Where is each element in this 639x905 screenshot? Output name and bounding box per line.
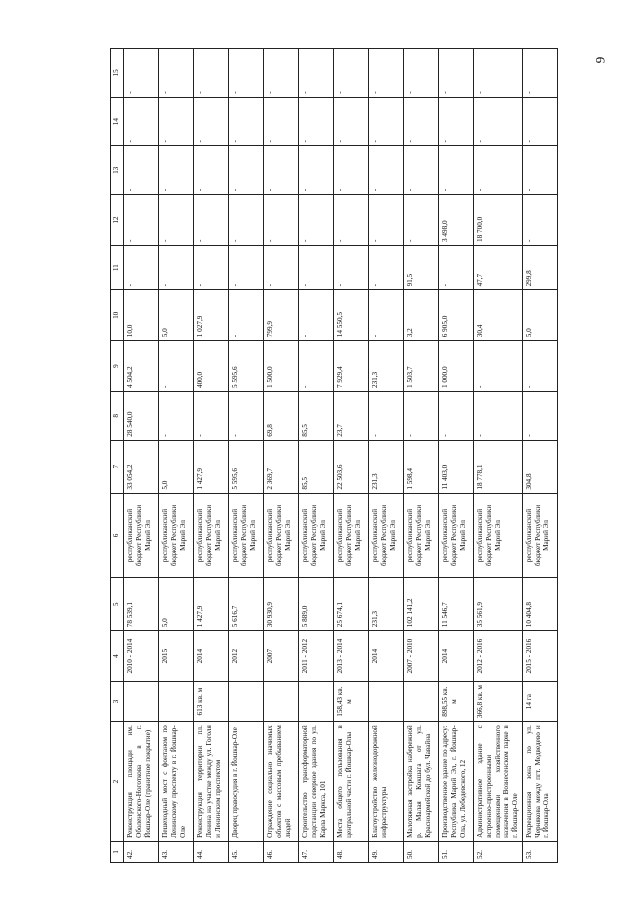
table-cell: республиканский бюджет Республики Марий Эл [124,493,159,578]
table-cell: - [522,341,557,392]
table-cell: - [159,392,194,441]
table-cell: - [124,97,159,146]
table-cell: 2014 [369,631,404,682]
table-cell: - [474,341,523,392]
table-cell: 6 905,0 [439,290,474,341]
table-cell: 2012 - 2016 [474,631,523,682]
table-cell: - [474,146,523,195]
table-cell: 366,8 кв. м [474,682,523,722]
table-cell: - [522,392,557,441]
column-header: 6 [111,493,124,578]
column-header: 2 [111,722,124,842]
table-cell: 304,8 [522,440,557,493]
table-cell: - [229,290,264,341]
table-cell: 7 929,4 [334,341,369,392]
table-cell: Строительство трансформаторной подстанции северное здания по ул. Карла Маркса, 101 [299,722,334,842]
table-cell: 53. [522,841,557,862]
table-cell: 85,5 [299,440,334,493]
table-cell: - [124,195,159,246]
column-header: 8 [111,392,124,441]
table-cell: - [124,146,159,195]
table-cell: 69,8 [264,392,299,441]
table-cell: - [404,195,439,246]
table-cell: 78 539,1 [124,578,159,631]
table-cell: 43. [159,841,194,862]
table-cell: - [439,97,474,146]
table-cell: 5 595,6 [229,341,264,392]
table-cell: Административное здание с встроенно-пристроенными помещениями хозяйственного назначения в Вознесенском парке в г. Йошкар-Оле [474,722,523,842]
table-cell: 47. [299,841,334,862]
table-cell: 231,3 [369,578,404,631]
table-cell: Реконструкция территории пл. Ленина на участке между ул. Гоголя и Ленинским проспектом [194,722,229,842]
table-cell: 11 546,7 [439,578,474,631]
table-cell: - [229,195,264,246]
table-cell: - [404,97,439,146]
table-cell: - [299,290,334,341]
table-cell: - [124,49,159,98]
table-row [159,49,194,863]
table-cell: республиканский бюджет Республики Марий Эл [159,493,194,578]
table-cell: 5,0 [159,440,194,493]
column-header: 4 [111,631,124,682]
table-cell: 2 369,7 [264,440,299,493]
table-cell: республиканский бюджет Республики Марий Эл [439,493,474,578]
table-cell: республиканский бюджет Республики Марий Эл [334,493,369,578]
column-header: 10 [111,290,124,341]
column-header: 12 [111,195,124,246]
table-cell: - [404,146,439,195]
column-header: 5 [111,578,124,631]
table-cell: 5,0 [522,290,557,341]
table-cell [264,682,299,722]
table-cell: 47,7 [474,245,523,289]
table-cell: республиканский бюджет Республики Марий Эл [369,493,404,578]
table-cell: - [334,97,369,146]
table-cell: 52. [474,841,523,862]
table-cell: 2014 [194,631,229,682]
investment-objects-table [110,48,558,863]
table-cell: - [439,146,474,195]
table-cell: 158,43 кв. м [334,682,369,722]
table-row [194,49,229,863]
table-cell: республиканский бюджет Республики Марий Эл [404,493,439,578]
table-cell: - [299,49,334,98]
table-cell: 49. [369,841,404,862]
table-cell: - [159,49,194,98]
table-cell: 25 674,1 [334,578,369,631]
table-cell: Ограждение социально значимых объектов с массовым пребыванием людей [264,722,299,842]
table-cell: - [334,146,369,195]
table-row [334,49,369,863]
table-cell: 85,5 [299,392,334,441]
table-row [439,49,474,863]
table-cell: - [369,49,404,98]
table-cell: Реконструкция площади им. Оболенского-Ноготкова в г. Йошкар-Оле (гранитное покрытие) [124,722,159,842]
table-row [474,49,523,863]
table-cell: - [229,392,264,441]
table-cell: 2014 [439,631,474,682]
table-cell: - [369,146,404,195]
table-cell: 50. [404,841,439,862]
table-cell: - [299,245,334,289]
table-cell: 1 598,4 [404,440,439,493]
table-cell: 898,55 кв. м [439,682,474,722]
table-cell: - [439,245,474,289]
table-cell: 400,0 [194,341,229,392]
column-header: 9 [111,341,124,392]
table-cell: - [229,146,264,195]
table-cell: республиканский бюджет Республики Марий Эл [229,493,264,578]
table-cell: - [299,341,334,392]
table-cell: 11 403,0 [439,440,474,493]
table-row [369,49,404,863]
table-cell: - [159,97,194,146]
table-cell: - [369,97,404,146]
table-row [404,49,439,863]
table-cell: 1 500,0 [264,341,299,392]
table-cell: 2015 [159,631,194,682]
table-cell: - [264,245,299,289]
table-cell: 10 404,8 [522,578,557,631]
table-cell: - [229,49,264,98]
table-cell: 33 054,2 [124,440,159,493]
table-cell: 44. [194,841,229,862]
table-cell: 5 595,6 [229,440,264,493]
table-cell: 5,0 [159,578,194,631]
table-cell: - [522,49,557,98]
table-cell: 18 700,0 [474,195,523,246]
table-cell: - [229,97,264,146]
table-cell: 2012 [229,631,264,682]
table-cell: Рекреационная зона по ул. Чернякова между пгт. Медведево и г. Йошкар-Ола [522,722,557,842]
table-cell: 42. [124,841,159,862]
table-cell: 14 550,5 [334,290,369,341]
column-header: 1 [111,841,124,862]
table-cell: 35 561,9 [474,578,523,631]
table-cell: - [264,146,299,195]
header-row [111,49,124,863]
table-cell: 18 778,1 [474,440,523,493]
table-cell: - [194,146,229,195]
data-table-container [110,48,623,863]
table-cell: республиканский бюджет Республики Марий Эл [522,493,557,578]
table-cell: - [334,195,369,246]
table-cell: 28 540,0 [124,392,159,441]
column-header: 7 [111,440,124,493]
table-cell: 4 504,2 [124,341,159,392]
table-cell: 3,2 [404,290,439,341]
table-cell [299,682,334,722]
table-cell: 2007 [264,631,299,682]
table-cell: 91,5 [404,245,439,289]
table-cell: - [264,49,299,98]
table-cell: - [264,195,299,246]
table-cell: - [194,392,229,441]
table-cell: 48. [334,841,369,862]
table-cell: - [194,49,229,98]
table-cell: 5,0 [159,290,194,341]
column-header: 14 [111,97,124,146]
table-cell: республиканский бюджет Республики Марий Эл [299,493,334,578]
table-cell: - [522,195,557,246]
table-cell: - [439,392,474,441]
table-cell: республиканский бюджет Республики Марий Эл [474,493,523,578]
table-row [522,49,557,863]
table-cell: 1 427,9 [194,440,229,493]
table-cell: 1 503,7 [404,341,439,392]
table-cell: Благоустройство железнодорожной инфраструктуры [369,722,404,842]
column-header: 3 [111,682,124,722]
table-cell: 2011 - 2012 [299,631,334,682]
table-cell: 46. [264,841,299,862]
table-cell: 23,7 [334,392,369,441]
table-cell [404,682,439,722]
table-cell: Производственное здание по адресу: Республика Марий Эл, г. Йошкар-Ола, ул. Лебедевского, 12 [439,722,474,842]
table-cell: - [334,49,369,98]
table-cell: Места общего пользования в центральной части г. Йошкар-Олы [334,722,369,842]
table-cell: - [159,146,194,195]
table-cell: 102 141,2 [404,578,439,631]
table-cell: - [194,245,229,289]
table-cell: - [522,97,557,146]
table-cell: 3 498,0 [439,195,474,246]
table-cell: - [334,245,369,289]
table-cell [159,682,194,722]
table-cell: - [194,195,229,246]
table-cell: 2013 - 2014 [334,631,369,682]
table-cell: 30 930,9 [264,578,299,631]
table-cell: - [194,97,229,146]
table-cell: - [404,392,439,441]
table-cell: - [299,146,334,195]
table-row [299,49,334,863]
table-cell: 22 503,6 [334,440,369,493]
table-cell: - [159,341,194,392]
table-cell: республиканский бюджет Республики Марий Эл [264,493,299,578]
table-cell: 231,3 [369,440,404,493]
table-cell: Пешеходный мост с фонтаном по Ленинскому проспекту в г. Йошкар-Оле [159,722,194,842]
table-cell: - [404,49,439,98]
table-cell [124,682,159,722]
table-cell [369,682,404,722]
table-cell: 1 000,0 [439,341,474,392]
table-cell: 2010 - 2014 [124,631,159,682]
table-cell: республиканский бюджет Республики Марий Эл [194,493,229,578]
column-header: 15 [111,49,124,98]
table-cell: 1 427,9 [194,578,229,631]
table-body [124,49,558,863]
table-cell: Малотяжная застройка набережной р. Малая Кокшага от ул. Красноармейской до бул. Чавайна [404,722,439,842]
table-cell: 1 027,9 [194,290,229,341]
column-header: 13 [111,146,124,195]
table-cell: - [474,97,523,146]
table-cell: 2015 - 2016 [522,631,557,682]
table-row [264,49,299,863]
table-cell: - [474,49,523,98]
table-cell: - [264,97,299,146]
table-cell: - [474,392,523,441]
table-cell: - [369,195,404,246]
page-number: 9 [592,56,608,64]
table-cell: 30,4 [474,290,523,341]
table-cell: - [369,245,404,289]
table-cell: 5 889,0 [299,578,334,631]
table-cell: - [369,392,404,441]
table-cell: 10,0 [124,290,159,341]
table-cell: 613 кв. м [194,682,229,722]
table-cell [229,682,264,722]
table-cell: - [159,245,194,289]
table-cell: - [299,195,334,246]
table-cell: 45. [229,841,264,862]
table-cell: - [124,245,159,289]
table-cell: 299,8 [522,245,557,289]
table-cell: 51. [439,841,474,862]
table-cell: - [522,146,557,195]
table-cell: - [439,49,474,98]
column-header: 11 [111,245,124,289]
table-cell: 231,3 [369,341,404,392]
table-row [124,49,159,863]
table-cell: - [299,97,334,146]
table-row [229,49,264,863]
table-cell: - [369,290,404,341]
table-cell: Дворец правосудия в г. Йошкар-Оле [229,722,264,842]
table-cell: - [159,195,194,246]
table-cell: - [229,245,264,289]
table-cell: 5 616,7 [229,578,264,631]
table-cell: 2007 - 2010 [404,631,439,682]
table-cell: 14 га [522,682,557,722]
table-cell: 799,9 [264,290,299,341]
